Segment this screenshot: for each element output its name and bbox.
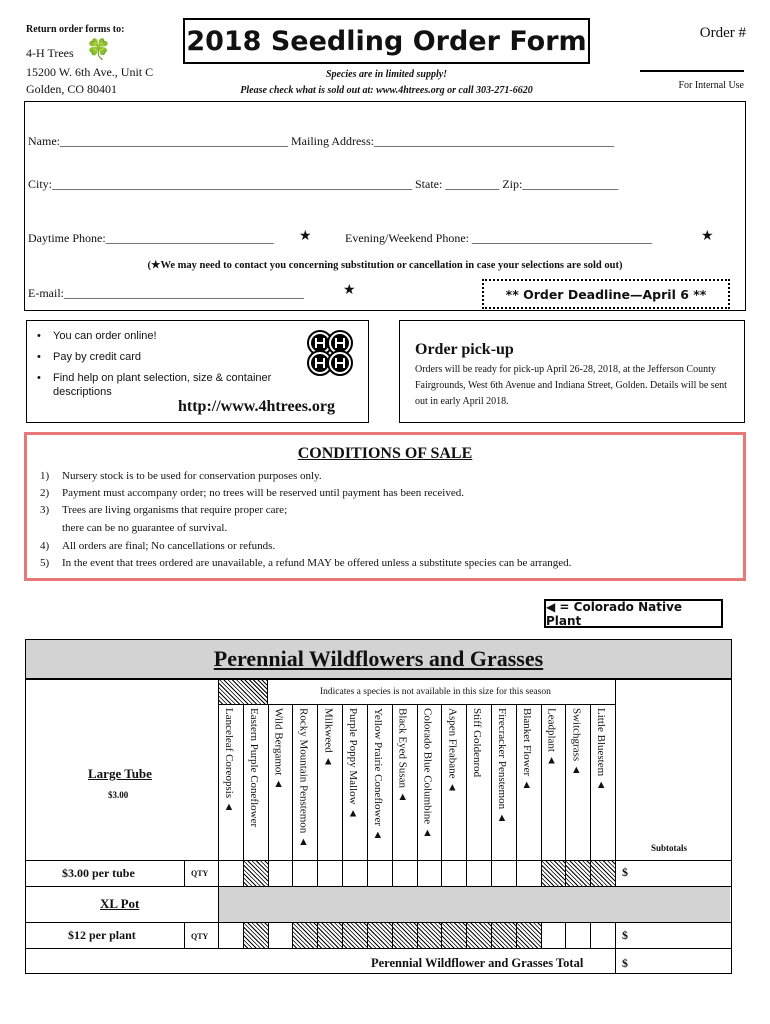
species-column-label: Switchgrass ▲	[570, 708, 583, 776]
unavailable-cell	[343, 923, 367, 948]
address-line-1: 15200 W. 6th Ave., Unit C	[26, 65, 154, 79]
list-item: • Pay by credit card	[37, 350, 307, 364]
species-column-label: Blanket Flower ▲	[520, 708, 533, 791]
internal-use-label: For Internal Use	[678, 80, 744, 91]
required-star-icon: ★	[701, 229, 714, 244]
subtotal-dollar: $	[622, 928, 628, 942]
condition-item	[40, 557, 571, 569]
four-h-clover-logo	[300, 323, 360, 383]
list-item: • Find help on plant selection, size & container descriptions	[37, 371, 307, 399]
return-label: Return order forms to:	[26, 24, 125, 35]
qty-input-cell[interactable]	[393, 861, 417, 886]
qty-label: QTY	[191, 869, 209, 878]
name-address-field[interactable]: Name:______________________________________ Mailing Address:________________________________________	[28, 134, 614, 148]
unavailable-cell	[368, 923, 392, 948]
qty-label: QTY	[191, 932, 209, 941]
qty-input-cell[interactable]	[269, 861, 293, 886]
evening-phone-field[interactable]: Evening/Weekend Phone: ______________________________	[345, 231, 653, 245]
unavailable-cell	[542, 861, 566, 886]
daytime-phone-field[interactable]: Daytime Phone:____________________________	[28, 231, 274, 245]
qty-input-cell[interactable]	[418, 861, 442, 886]
not-available-note: Indicates a species is not available in this size for this season	[320, 687, 551, 697]
not-available-swatch	[219, 680, 267, 704]
required-star-icon: ★	[299, 229, 312, 244]
qty-input-cell[interactable]	[566, 923, 590, 948]
condition-text: there can be no guarantee of survival.	[62, 522, 228, 534]
clover-small-icon: 🍀	[86, 39, 111, 61]
species-column-label: Yellow Prairie Coneflower ▲	[371, 708, 384, 841]
address-line-2: Golden, CO 80401	[26, 82, 117, 96]
subtotal-dollar: $	[622, 865, 628, 879]
condition-item	[40, 504, 287, 516]
unavailable-cell	[293, 923, 317, 948]
limited-supply-note: Species are in limited supply!	[325, 69, 448, 80]
row-price-xl-pot: $12 per plant	[68, 928, 136, 942]
qty-input-cell[interactable]	[492, 861, 516, 886]
unavailable-cell	[591, 861, 615, 886]
order-number-field[interactable]	[640, 70, 744, 72]
condition-number: 2)	[40, 487, 50, 499]
unavailable-cell	[566, 861, 590, 886]
condition-number: 3)	[40, 504, 50, 516]
condition-item	[40, 470, 322, 482]
contact-note: (★We may need to contact you concerning substitution or cancellation in case your selections are sold out)	[147, 260, 623, 271]
large-tube-price: $3.00	[108, 790, 129, 800]
order-grid	[25, 679, 732, 974]
unavailable-cell	[244, 923, 268, 948]
species-column-label: Black Eyed Susan ▲	[396, 708, 409, 803]
large-tube-label: Large Tube	[88, 766, 152, 781]
qty-input-cell[interactable]	[293, 861, 317, 886]
pickup-text: Orders will be ready for pick-up April 26-28, 2018, at the Jefferson County Fairgrounds, West 6th Avenue and Indiana Street, Golden. Details will be sent out in early April 2018.	[415, 364, 727, 407]
condition-item	[40, 540, 275, 552]
online-list	[37, 329, 307, 406]
species-column-label: Milkweed ▲	[322, 708, 335, 768]
website-link[interactable]: http://www.4htrees.org	[178, 398, 336, 415]
condition-item	[40, 522, 227, 534]
species-column-label: Leadplant ▲	[545, 708, 558, 767]
qty-input-cell[interactable]	[517, 861, 541, 886]
city-state-zip-field[interactable]: City:____________________________________________________________ State: _________ Zip:________________	[28, 177, 619, 191]
email-field[interactable]: E-mail:________________________________________	[28, 286, 304, 300]
order-deadline: ** Order Deadline—April 6 **	[482, 279, 730, 309]
qty-input-cell[interactable]	[542, 923, 566, 948]
species-column-label: Stiff Goldenrod	[471, 708, 484, 778]
unavailable-cell	[442, 923, 466, 948]
qty-input-cell[interactable]	[368, 861, 392, 886]
unavailable-cell	[418, 923, 442, 948]
total-label: Perennial Wildflower and Grasses Total	[371, 956, 584, 970]
species-column-label: Rocky Mountain Penstemon ▲	[297, 708, 310, 849]
qty-input-cell[interactable]	[442, 861, 466, 886]
condition-number: 1)	[40, 470, 50, 482]
unavailable-cell	[467, 923, 491, 948]
species-column-label: Colorado Blue Columbine ▲	[421, 708, 434, 839]
qty-input-cell[interactable]	[343, 861, 367, 886]
unavailable-cell	[517, 923, 541, 948]
table-title: Perennial Wildflowers and Grasses	[25, 639, 732, 679]
required-star-icon: ★	[343, 283, 356, 298]
species-column-label: Wild Bergamot ▲	[272, 708, 285, 791]
unavailable-cell	[244, 861, 268, 886]
conditions-title: CONDITIONS OF SALE	[297, 445, 473, 462]
sold-out-note: Please check what is sold out at: www.4htrees.org or call 303-271-6620	[240, 85, 533, 96]
qty-input-cell[interactable]	[269, 923, 293, 948]
species-column-label: Purple Poppy Mallow ▲	[347, 708, 360, 820]
xl-pot-label: XL Pot	[100, 896, 140, 911]
species-column-label: Lanceleaf Coreopsis ▲	[223, 708, 235, 813]
qty-input-cell[interactable]	[591, 923, 615, 948]
qty-input-cell[interactable]	[318, 861, 342, 886]
xl-pot-unavailable-band	[219, 887, 730, 922]
pickup-title: Order pick-up	[415, 341, 514, 358]
qty-input-cell[interactable]	[219, 861, 243, 886]
condition-text: Trees are living organisms that require proper care;	[62, 504, 288, 516]
condition-item	[40, 487, 464, 499]
list-item: • You can order online!	[37, 329, 307, 343]
species-column-label: Firecracker Penstemon ▲	[495, 708, 508, 824]
condition-text: Payment must accompany order; no trees will be reserved until payment has been received.	[62, 487, 464, 499]
org-name: 4-H Trees	[26, 46, 74, 60]
condition-text: All orders are final; No cancellations or refunds.	[62, 540, 276, 552]
species-column-label: Little Bluestem ▲	[595, 708, 608, 791]
unavailable-cell	[393, 923, 417, 948]
order-number-label: Order #	[699, 25, 746, 41]
unavailable-cell	[492, 923, 516, 948]
qty-input-cell[interactable]	[219, 923, 243, 948]
row-price-large-tube: $3.00 per tube	[62, 866, 135, 880]
total-dollar: $	[622, 956, 628, 970]
species-column-label: Aspen Fleabane ▲	[446, 708, 459, 794]
condition-number: 5)	[40, 557, 50, 569]
subtotals-label: Subtotals	[651, 843, 688, 853]
condition-text: In the event that trees ordered are unavailable, a refund MAY be offered unless a substitute species can be arranged.	[62, 557, 572, 569]
condition-number: 4)	[40, 540, 50, 552]
unavailable-cell	[318, 923, 342, 948]
form-title: 2018 Seedling Order Form	[183, 18, 590, 64]
condition-text: Nursery stock is to be used for conservation purposes only.	[62, 470, 322, 482]
species-column-label: Eastern Purple Coneflower	[247, 708, 260, 828]
qty-input-cell[interactable]	[467, 861, 491, 886]
native-plant-legend: ◀ = Colorado Native Plant	[544, 599, 723, 628]
